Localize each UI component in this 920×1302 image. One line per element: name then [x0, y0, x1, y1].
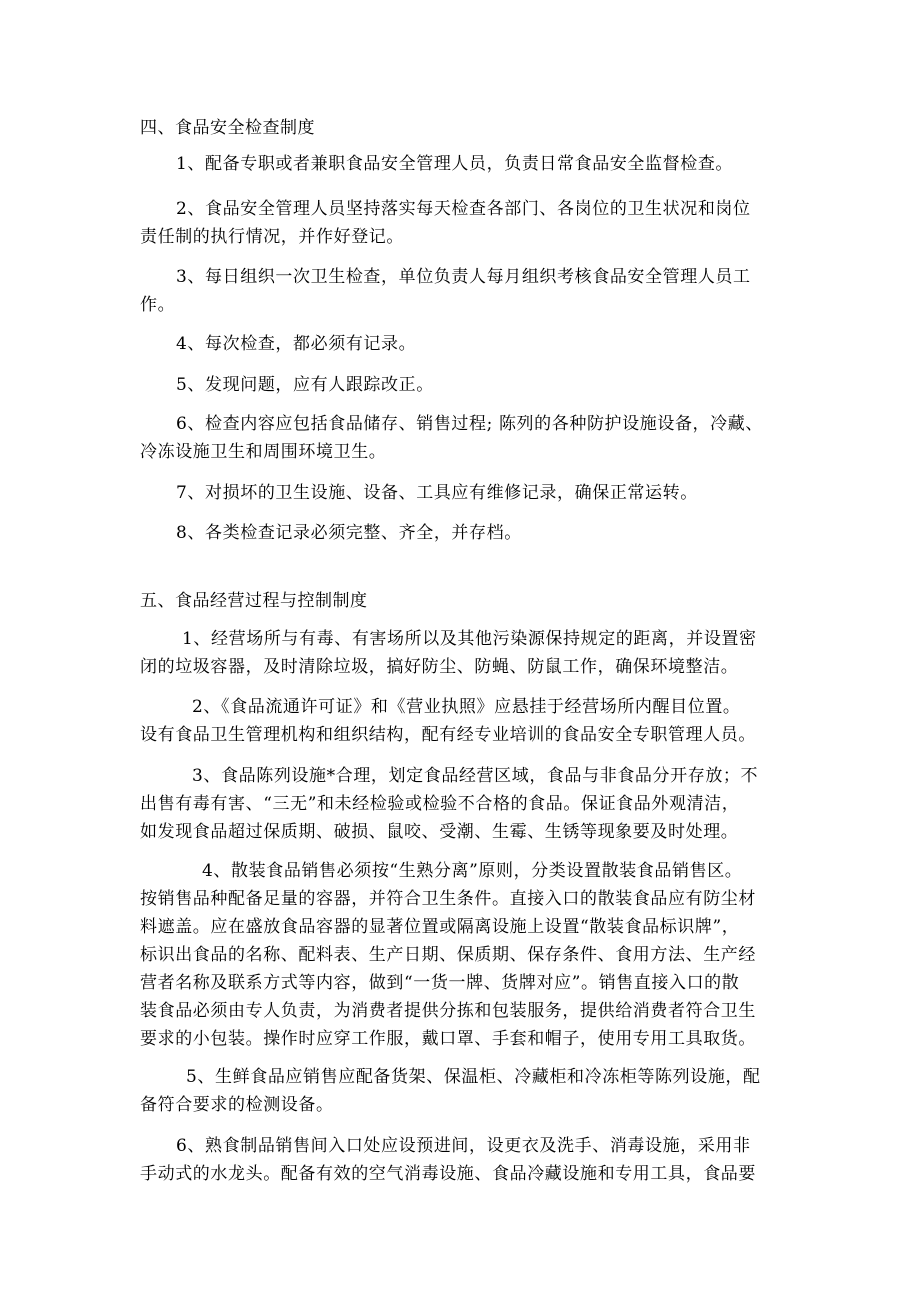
s5-item-4 — [140, 857, 790, 1053]
s5-item-3-line-3: 如发现食品超过保质期、破损、鼠咬、受潮、生霉、生锈等现象要及时处理。 — [140, 822, 739, 842]
s4-item-4 — [140, 330, 790, 358]
s5-item-4-line-2: 按销售品种配备足量的容器，并符合卫生条件。直接入口的散装食品应有防尘材 — [140, 889, 756, 909]
s4-item-4-line-1: 4、每次检查，都必须有记录。 — [176, 334, 417, 354]
s4-item-3-line-1: 3、每日组织一次卫生检查，单位负责人每月组织考核食品安全管理人员工 — [176, 267, 751, 287]
s5-item-4-line-7: 要求的小包装。操作时应穿工作服，戴口罩、手套和帽子，使用专用工具取货。 — [140, 1029, 756, 1049]
section-5-title: 五、食品经营过程与控制制度 — [140, 591, 368, 611]
s4-item-7-line-1: 7、对损坏的卫生设施、设备、工具应有维修记录，确保正常运转。 — [176, 483, 698, 503]
s4-item-8 — [140, 519, 790, 547]
s5-item-3-line-2: 出售有毒有害、“三无”和未经检验或检验不合格的食品。保证食品外观清洁， — [140, 794, 740, 814]
s5-item-2-line-2: 设有食品卫生管理机构和组织结构，配有经专业培训的食品安全专职管理人员。 — [140, 725, 756, 745]
s5-item-2 — [140, 693, 790, 749]
s4-item-6 — [140, 410, 790, 466]
s5-item-4-line-4: 标识出食品的名称、配料表、生产日期、保质期、保存条件、食用方法、生产经 — [140, 945, 756, 965]
section-4-title: 四、食品安全检查制度 — [140, 118, 315, 138]
s5-item-3-line-1: 3、食品陈列设施*合理，划定食品经营区域，食品与非食品分开存放；不 — [192, 766, 759, 786]
s5-item-6-line-1: 6、熟食制品销售间入口处应设预进间，设更衣及洗手、消毒设施，采用非 — [176, 1136, 751, 1156]
s5-item-5-line-2: 备符合要求的检测设备。 — [140, 1095, 334, 1115]
s4-item-3 — [140, 263, 790, 319]
s4-item-1-line-1: 1、配备专职或者兼职食品安全管理人员，负责日常食品安全监督检查。 — [176, 154, 734, 174]
s4-item-2-line-2: 责任制的执行情况，并作好登记。 — [140, 227, 404, 247]
s4-item-5-line-1: 5、发现问题，应有人跟踪改正。 — [176, 375, 434, 395]
s5-item-1 — [140, 625, 790, 681]
s4-item-2-line-1: 2、食品安全管理人员坚持落实每天检查各部门、各岗位的卫生状况和岗位 — [176, 199, 751, 219]
s4-item-2 — [140, 195, 790, 251]
s5-item-1-line-1: 1、经营场所与有毒、有害场所以及其他污染源保持规定的距离，并设置密 — [182, 629, 757, 649]
s4-item-5 — [140, 371, 790, 399]
s5-item-4-line-6: 装食品必须由专人负责，为消费者提供分拣和包装服务，提供给消费者符合卫生 — [140, 1001, 756, 1021]
s5-item-5-line-1: 5、生鲜食品应销售应配备货架、保温柜、冷藏柜和冷冻柜等陈列设施，配 — [186, 1067, 761, 1087]
s5-item-6 — [140, 1132, 790, 1188]
s4-item-7 — [140, 479, 790, 507]
s5-item-1-line-2: 闭的垃圾容器，及时清除垃圾，搞好防尘、防蝇、防鼠工作，确保环境整洁。 — [140, 657, 739, 677]
s5-item-4-line-5: 营者名称及联系方式等内容，做到“一货一牌、货牌对应”。销售直接入口的散 — [140, 973, 740, 993]
s4-item-6-line-1: 6、检查内容应包括食品储存、销售过程; 陈列的各种防护设施设备，冷藏、 — [176, 414, 763, 434]
s5-item-4-line-1: 4、散装食品销售必须按“生熟分离”原则，分类设置散装食品销售区。 — [202, 861, 743, 881]
s5-item-3 — [140, 762, 790, 846]
s5-item-5 — [140, 1063, 790, 1119]
s5-item-4-line-3: 料遮盖。应在盛放食品容器的显著位置或隔离设施上设置“散装食品标识牌”， — [140, 917, 740, 937]
s5-item-2-line-1: 2、《食品流通许可证》和《营业执照》应悬挂于经营场所内醒目位置。 — [192, 697, 741, 717]
s4-item-6-line-2: 冷冻设施卫生和周围环境卫生。 — [140, 442, 387, 462]
s4-item-3-line-2: 作。 — [140, 295, 176, 315]
s4-item-8-line-1: 8、各类检查记录必须完整、齐全，并存档。 — [176, 523, 522, 543]
s5-item-6-line-2: 手动式的水龙头。配备有效的空气消毒设施、食品冷藏设施和专用工具，食品要 — [140, 1164, 756, 1184]
s4-item-1 — [140, 150, 790, 178]
